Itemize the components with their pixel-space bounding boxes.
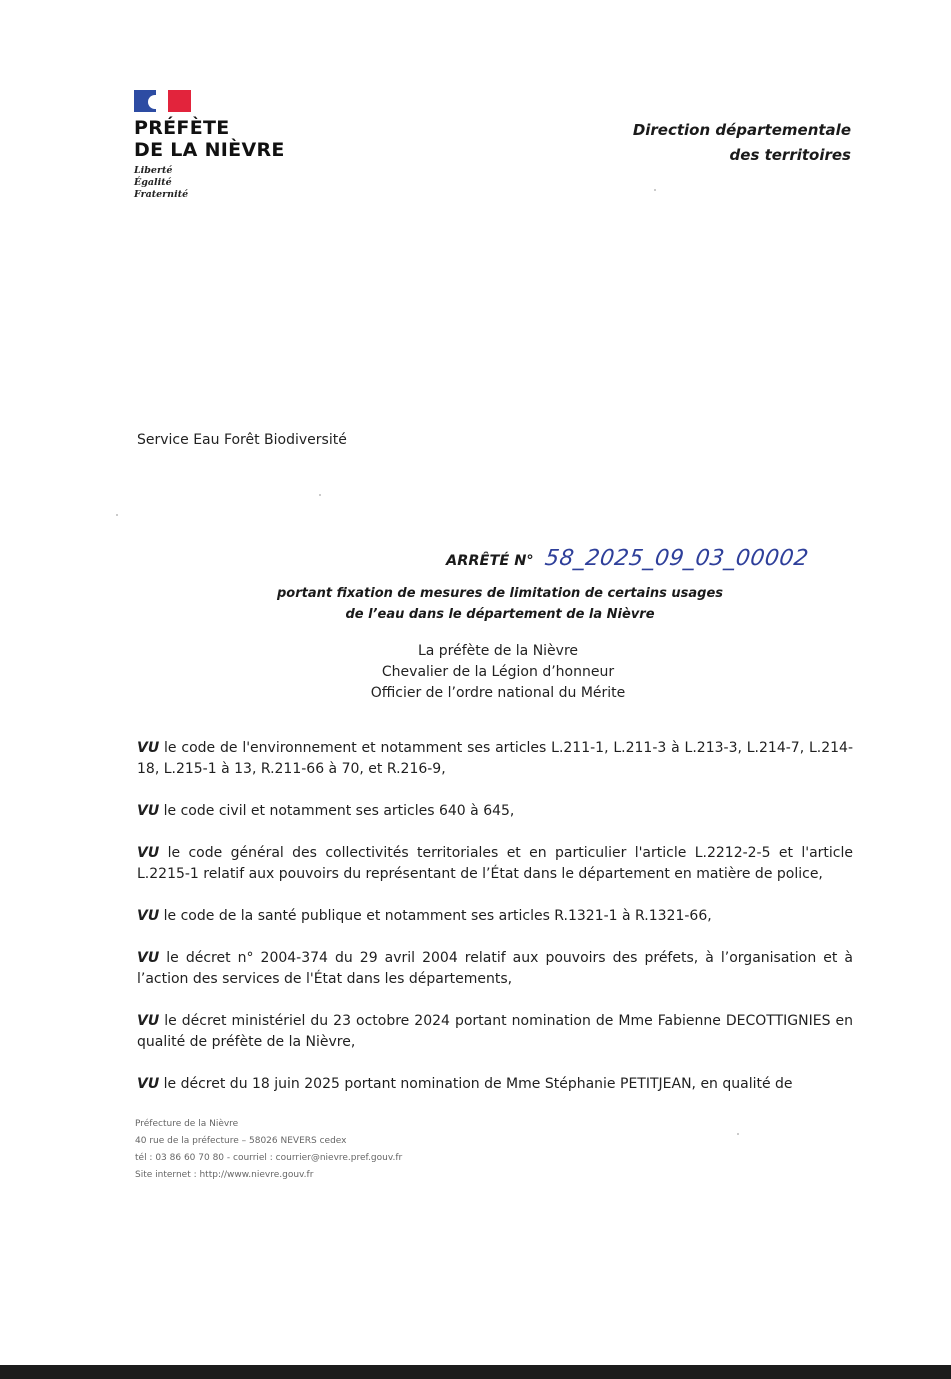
arrete-number-handwritten: 58_2025_09_03_00002 [543, 546, 811, 571]
visa-text: le décret n° 2004-374 du 29 avril 2004 relatif aux pouvoirs des préfets, à l’organisation et à l’action des services de l'État dans les départements, [137, 950, 854, 987]
visa-keyword: VU [137, 908, 160, 924]
visa-keyword: VU [137, 740, 160, 756]
visa-item [137, 906, 853, 927]
scan-speck [737, 1133, 739, 1135]
visa-text: le code de l'environnement et notamment ses articles L.211-1, L.211-3 à L.213-3, L.214-7, L.214-18, L.215-1 à 13, R.211-66 à 70, et R.216-9, [137, 740, 854, 777]
visa-keyword: VU [137, 803, 160, 819]
visa-text: le code civil et notamment ses articles 640 à 645, [163, 803, 515, 819]
subtitle-line2: de l’eau dans le département de la Nièvre [345, 607, 655, 622]
visa-item [137, 1074, 853, 1095]
logo-title-line2: DE LA NIÈVRE [134, 139, 285, 161]
issuing-direction [633, 118, 851, 168]
visa-item [137, 738, 853, 780]
prefect-line2: Chevalier de la Légion d’honneur [381, 664, 615, 680]
visa-keyword: VU [137, 845, 160, 861]
footer-line4: Site internet : http://www.nievre.gouv.fr [135, 1170, 314, 1180]
visa-keyword: VU [137, 1076, 160, 1092]
arrete-label: ARRÊTÉ N° [446, 553, 534, 569]
service-name: Service Eau Forêt Biodiversité [137, 432, 347, 448]
footer-line1: Préfecture de la Nièvre [135, 1119, 239, 1129]
visas-list [137, 738, 853, 1095]
direction-line1: Direction départementale [632, 121, 851, 139]
motto-egalite: Égalité [134, 177, 172, 188]
scan-speck [654, 189, 656, 191]
logo-title-line1: PRÉFÈTE [134, 117, 230, 139]
visa-text: le code de la santé publique et notamment ses articles R.1321-1 à R.1321-66, [163, 908, 712, 924]
viewer-bottom-bar [0, 1365, 951, 1379]
visa-item [137, 948, 853, 990]
arrete-subtitle [200, 583, 800, 625]
visa-text: le décret ministériel du 23 octobre 2024 portant nomination de Mme Fabienne DECOTTIGNIES en qualité de préfète de la Nièvre, [137, 1013, 853, 1050]
scan-speck [116, 514, 118, 516]
motto-fraternite: Fraternité [134, 189, 189, 200]
subtitle-line1: portant fixation de mesures de limitation de certains usages [277, 586, 723, 601]
prefect-titles [200, 641, 796, 704]
prefect-line1: La préfète de la Nièvre [417, 643, 579, 659]
visa-keyword: VU [137, 1013, 160, 1029]
prefect-line3: Officier de l’ordre national du Mérite [370, 685, 626, 701]
scan-speck [319, 494, 321, 496]
visa-text: le code général des collectivités territoriales et en particulier l'article L.2212-2-5 et l'article L.2215-1 relatif aux pouvoirs du représentant de l’État dans le département en matière de police, [137, 845, 854, 882]
footer-line3: tél : 03 86 60 70 80 - courriel : courrier@nievre.pref.gouv.fr [135, 1153, 403, 1163]
visa-keyword: VU [137, 950, 160, 966]
prefecture-footer [135, 1116, 402, 1184]
visa-item [137, 1011, 853, 1053]
visa-item [137, 843, 853, 885]
direction-line2: des territoires [729, 146, 851, 164]
motto-liberte: Liberté [134, 165, 173, 176]
visa-item [137, 801, 853, 822]
prefecture-logo [134, 90, 334, 201]
republic-motto [134, 165, 334, 201]
visa-text: le décret du 18 juin 2025 portant nomination de Mme Stéphanie PETITJEAN, en qualité de [163, 1076, 793, 1092]
footer-line2: 40 rue de la préfecture – 58026 NEVERS cedex [135, 1136, 347, 1146]
marianne-flag-icon [134, 90, 191, 112]
